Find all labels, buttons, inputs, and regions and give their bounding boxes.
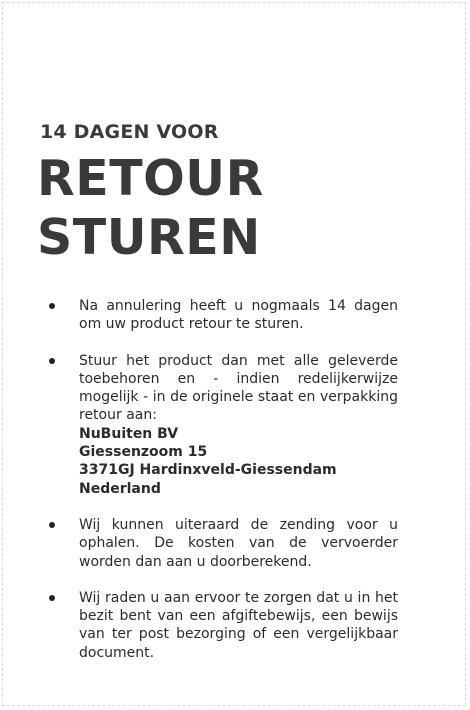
list-item-text: Stuur het product dan met alle geleverde toebehoren en - indien redelijkerwijze mogelijk - in de originele staat en verpakking retour aan: <box>79 352 398 424</box>
list-item <box>43 297 398 334</box>
list-item-text: Na annulering heeft u nogmaals 14 dagen om uw product retour te sturen. <box>79 298 398 333</box>
bullet-icon <box>49 595 55 601</box>
list-item <box>43 352 398 498</box>
title-line-2: STUREN <box>37 209 261 266</box>
address-city: 3371GJ Hardinxveld-Giessendam <box>79 462 337 479</box>
bullet-icon <box>49 358 55 364</box>
address-company: NuBuiten BV <box>79 425 179 442</box>
section-eyebrow: 14 DAGEN VOOR <box>40 121 219 143</box>
list-item-text: Wij raden u aan ervoor te zorgen dat u in het bezit bent van een afgiftebewijs, een bewijs van ter post bezorging of een vergelijkbaar document. <box>79 589 398 661</box>
page-title <box>37 149 264 267</box>
return-address <box>79 425 398 498</box>
address-country: Nederland <box>79 480 161 497</box>
address-street: Giessenzoom 15 <box>79 444 208 461</box>
title-line-1: RETOUR <box>37 150 264 207</box>
list-item <box>43 516 398 571</box>
return-info-list <box>43 297 398 662</box>
content-card <box>2 2 466 706</box>
bullet-icon <box>49 522 55 528</box>
bullet-icon <box>49 303 55 309</box>
list-item <box>43 589 398 662</box>
list-item-text: Wij kunnen uiteraard de zending voor u ophalen. De kosten van de vervoerder worden dan aan u doorberekend. <box>79 516 398 570</box>
